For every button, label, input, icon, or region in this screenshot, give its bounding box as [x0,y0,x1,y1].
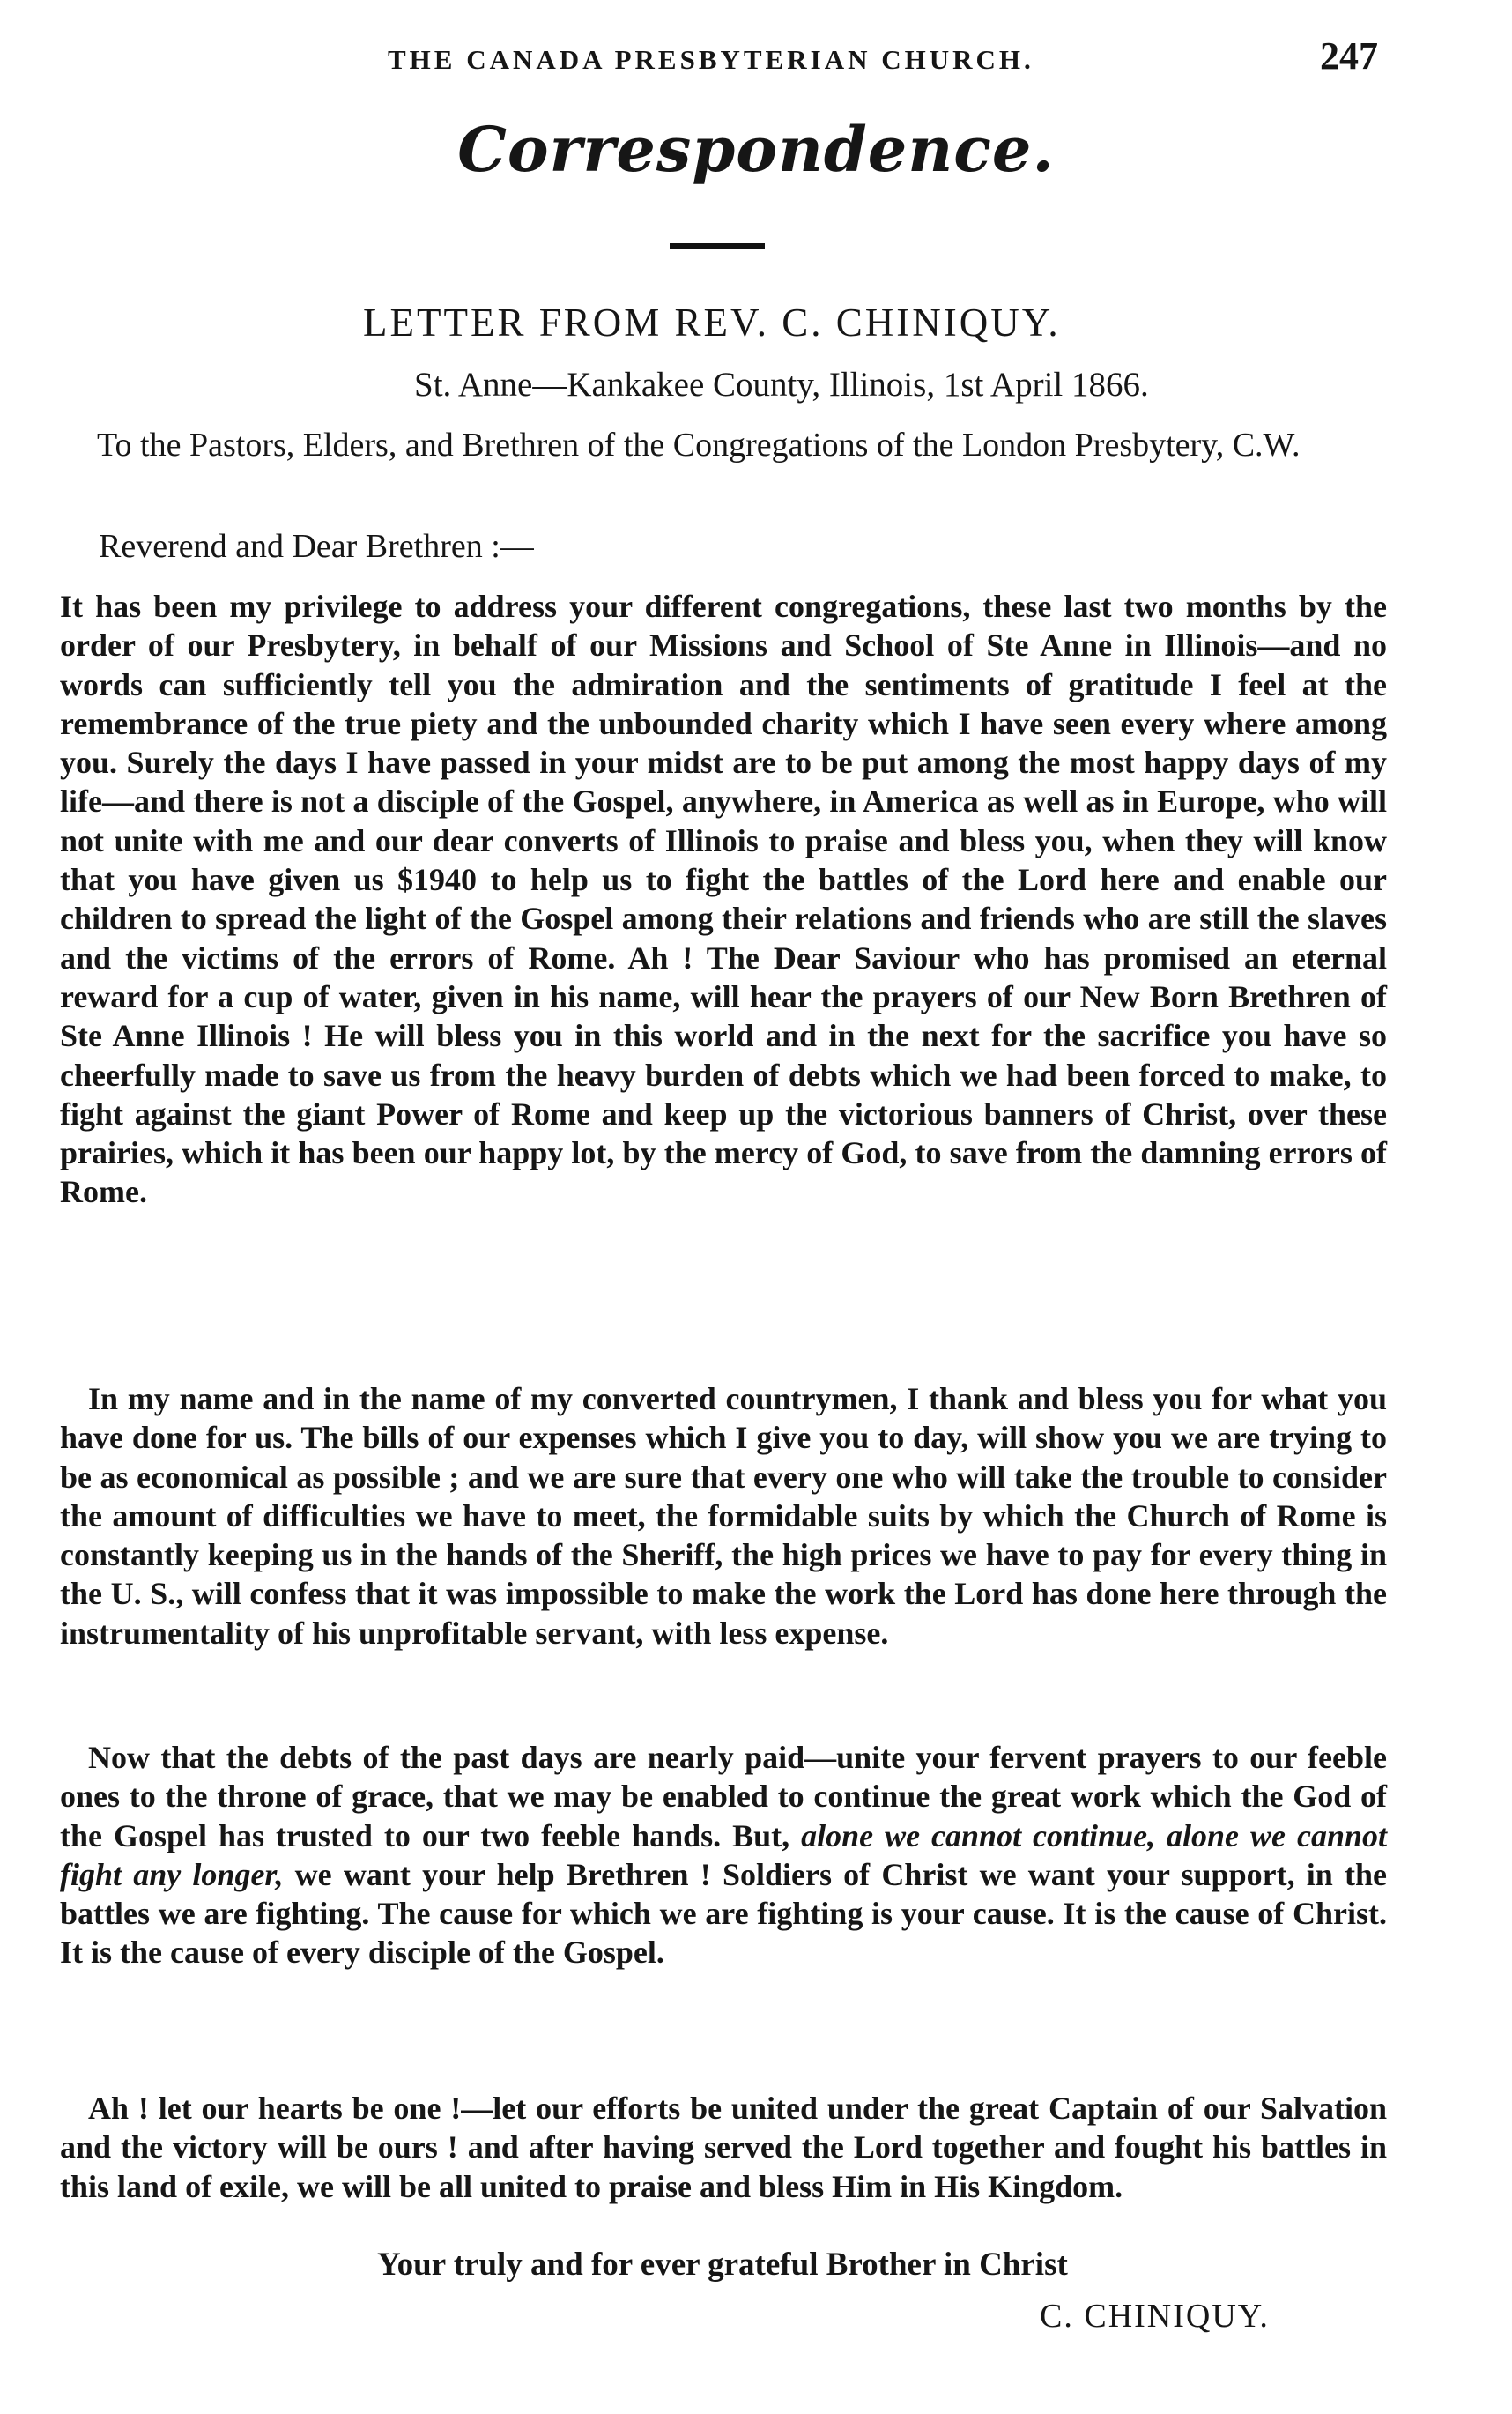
letter-salutation: Reverend and Dear Brethren :— [99,528,534,565]
letter-paragraph-4: Ah ! let our hearts be one !—let our efforts be united under the great Captain of our Salvation and the victory will be ours ! and after having served the Lord together and fought his battles in this land of exile, we will be all united to praise and bless Him in His Kingdom. [60,2091,1387,2204]
letter-dateline: St. Anne—Kankakee County, Illinois, 1st April 1866. [414,366,1149,404]
letter-paragraph-2: In my name and in the name of my converted countrymen, I thank and bless you for what you have done for us. The bills of our expenses which I give you to day, will show you we are trying to be as economical as possible ; and we are sure that every one who will take the trouble to consider the amount of difficulties we have to meet, the formidable suits by which the Church of Rome is constantly keeping us in the hands of the Sheriff, the high prices we have to pay for every thing in the U. S., will confess that it was impossible to make the work the Lord has done here through the instrumentality of his unprofitable servant, with less expense. [60,1381,1387,1651]
letter-paragraph-3 [60,1738,1387,1972]
letter-closing: Your truly and for ever grateful Brother in Christ [377,2247,1068,2283]
paragraph-3-italic-text: alone we cannot continue, alone we cannot fight any longer, [60,1817,1387,1892]
letter-signature: C. CHINIQUY. [1040,2298,1270,2335]
paragraph-3-text-end: we want your help Brethren ! Soldiers of Christ we want your support, in the battles we are fighting. The cause for which we are fighting is your cause. It is the cause of Christ. It is the cause of every disciple of the Gospel. [60,1856,1388,1971]
letter-address: To the Pastors, Elders, and Brethren of the Congregations of the London Presbytery, C.W. [97,427,1301,464]
running-head: THE CANADA PRESBYTERIAN CHURCH. [388,44,1034,75]
section-title: Correspondence. [457,113,1055,186]
page-number: 247 [1320,34,1378,78]
letter-paragraph-1: It has been my privilege to address your different congregations, these last two months by the order of our Presbytery, in behalf of our Missions and School of Ste Anne in Illinois—and no words can sufficiently tell you the admiration and the sentiments of gratitude I feel at the remembrance of the true piety and the unbounded charity which I have seen every where among you. Surely the days I have passed in your midst are to be put among the most happy days of my life—and there is not a disciple of the Gospel, anywhere, in America as well as in Europe, who will not unite with me and our dear converts of Illinois to praise and bless you, when they will know that you have given us $1940 to help us to fight the battles of the Lord here and enable our children to spread the light of the Gospel among their relations and friends who are still the slaves and the victims of the errors of Rome. Ah ! The Dear Saviour who has promised an eternal reward for a cup of water, given in his name, will hear the prayers of our New Born Brethren of Ste Anne Illinois ! He will bless you in this world and in the next for the sacrifice you have so cheerfully made to save us from the heavy burden of debts which we had been forced to make, to fight against the giant Power of Rome and keep up the victorious banners of Christ, over these prairies, which it has been our happy lot, by the mercy of God, to save from the damning errors of Rome. [60,589,1387,1210]
section-rule [670,243,765,249]
letter-title: LETTER FROM REV. C. CHINIQUY. [363,301,1061,345]
paragraph-3-text-start: Now that the debts of the past days are nearly paid—unite your fervent prayers to our feeble ones to the throne of grace, that we may be enabled to continue the great work which the God of the Gospel has trusted to our two feeble hands. But, [60,1740,1387,1853]
